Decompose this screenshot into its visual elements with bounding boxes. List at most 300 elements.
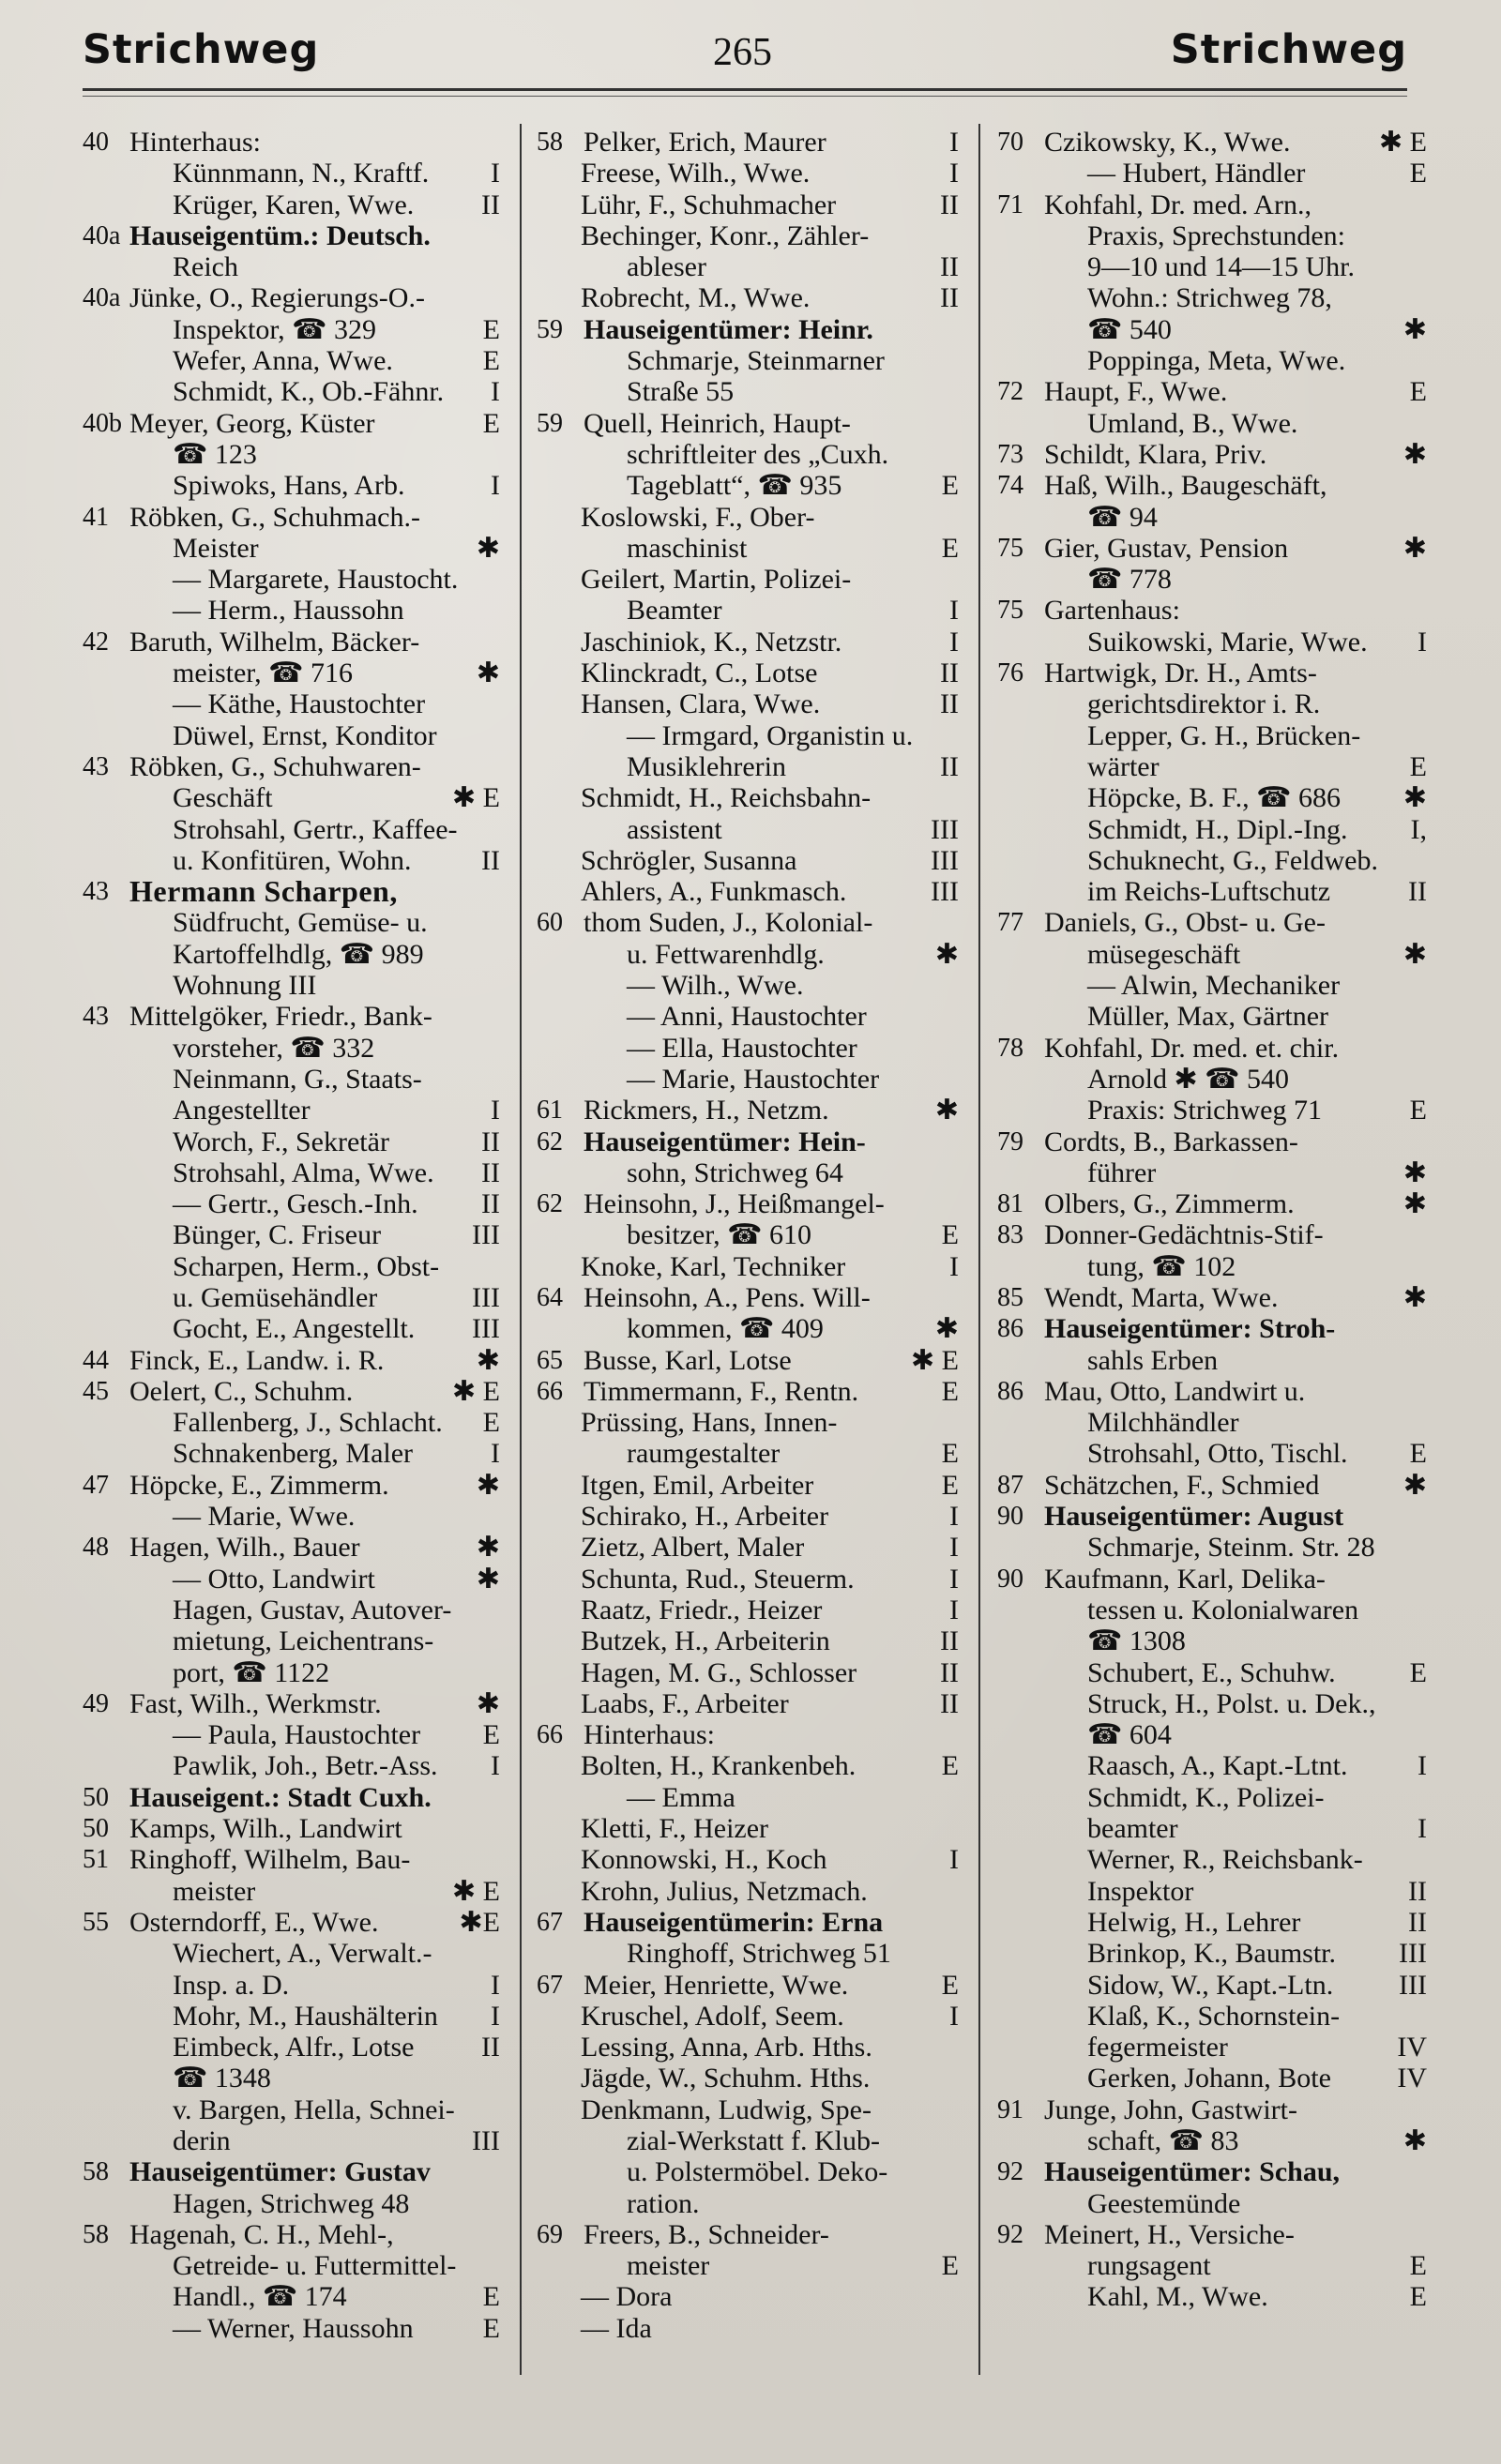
column-divider-1 — [520, 124, 522, 2375]
entry-text: Hauseigentümer: Heinr. — [584, 313, 873, 345]
house-number: 67 — [537, 1907, 563, 1937]
directory-entry-line — [997, 251, 1427, 282]
directory-entry-line — [537, 564, 959, 595]
floor-marker: ✱ — [1402, 1188, 1427, 1220]
house-number: 92 — [997, 2219, 1023, 2249]
directory-entry-line — [537, 1907, 959, 1938]
floor-marker: ✱ — [476, 658, 500, 689]
house-number: 58 — [83, 2219, 109, 2249]
directory-entry-line — [997, 282, 1427, 313]
directory-entry-line — [997, 220, 1427, 251]
directory-entry-line — [997, 1064, 1427, 1095]
house-number: 43 — [83, 877, 109, 907]
directory-entry-line — [537, 782, 959, 813]
directory-entry-line — [997, 2063, 1427, 2094]
entry-text: Praxis, Sprechstunden: — [1087, 219, 1345, 251]
directory-entry-line — [537, 345, 959, 376]
directory-entry-line — [83, 2281, 500, 2312]
floor-marker: E — [1409, 2281, 1427, 2313]
floor-marker: E — [941, 532, 959, 564]
entry-text: — Ida — [581, 2312, 652, 2344]
entry-text: Hinterhaus: — [584, 1719, 715, 1751]
directory-entry-line — [83, 876, 500, 907]
entry-text: Schnakenberg, Maler — [173, 1438, 414, 1470]
directory-entry-line — [537, 939, 959, 970]
page-header — [0, 26, 1501, 83]
entry-text: Schmidt, K., Ob.-Fähnr. — [173, 376, 445, 408]
directory-entry-line — [537, 1188, 959, 1219]
entry-text: derin — [173, 2125, 231, 2156]
entry-text: Umland, B., Wwe. — [1087, 407, 1298, 439]
floor-marker: I — [949, 595, 959, 627]
entry-text: tung, ☎ 102 — [1087, 1250, 1236, 1282]
entry-text: Straße 55 — [627, 376, 735, 408]
directory-entry-line — [537, 1251, 959, 1282]
floor-marker: ✱ — [1402, 532, 1427, 564]
directory-entry-line — [537, 1282, 959, 1313]
house-number: 42 — [83, 627, 109, 657]
directory-entry-line — [537, 627, 959, 658]
floor-marker: E — [941, 1969, 959, 2001]
entry-text: ☎ 1348 — [173, 2063, 271, 2094]
floor-marker: ✱ — [476, 1563, 500, 1595]
directory-entry-line — [997, 1532, 1427, 1563]
directory-entry-line — [997, 814, 1427, 845]
directory-entry-line — [997, 2156, 1427, 2187]
floor-marker: II — [940, 251, 959, 283]
entry-text: Hinterhaus: — [129, 127, 261, 158]
directory-entry-line — [997, 939, 1427, 970]
floor-marker: I — [949, 1594, 959, 1625]
directory-entry-line — [537, 1407, 959, 1438]
entry-text: Jünke, O., Regierungs-O.- — [129, 282, 425, 314]
floor-marker: ✱ — [1402, 1156, 1427, 1188]
floor-marker: E — [1409, 1095, 1427, 1126]
entry-text: Ahlers, A., Funkmasch. — [581, 876, 847, 908]
directory-entry-line — [997, 2219, 1427, 2250]
entry-text: Donner-Gedächtnis-Stif- — [1044, 1219, 1324, 1251]
floor-marker: E — [1409, 1438, 1427, 1470]
entry-text: Klaß, K., Schornstein- — [1087, 2000, 1341, 2032]
directory-entry-line — [537, 158, 959, 189]
floor-marker: I — [949, 1844, 959, 1876]
entry-text: Prüssing, Hans, Innen- — [581, 1407, 838, 1439]
entry-text: Hauseigentümer: Hein- — [584, 1126, 866, 1157]
entry-text: assistent — [627, 813, 722, 845]
directory-entry-line — [83, 845, 500, 876]
floor-marker: ✱ — [476, 1687, 500, 1719]
entry-text: Rickmers, H., Netzm. — [584, 1095, 829, 1126]
entry-text: Osterndorff, E., Wwe. — [129, 1906, 379, 1938]
entry-text: Schmarje, Steinm. Str. 28 — [1087, 1532, 1375, 1564]
floor-marker: E — [482, 2281, 500, 2313]
entry-text: Bolten, H., Krankenbeh. — [581, 1750, 857, 1782]
floor-marker: III — [472, 1219, 500, 1251]
entry-text: — Marie, Haustochter — [627, 1063, 880, 1095]
entry-text: rungsagent — [1087, 2250, 1211, 2282]
entry-text: Jaschiniok, K., Netzstr. — [581, 626, 842, 658]
house-number: 87 — [997, 1470, 1023, 1500]
entry-text: Raasch, A., Kapt.-Ltnt. — [1087, 1750, 1348, 1782]
directory-entry-line — [997, 1876, 1427, 1907]
directory-entry-line — [997, 1719, 1427, 1750]
directory-entry-line — [83, 1219, 500, 1250]
entry-text: meister — [173, 1875, 256, 1907]
floor-marker: II — [481, 2032, 500, 2063]
directory-entry-line — [537, 2094, 959, 2125]
floor-marker: II — [1408, 1875, 1427, 1907]
directory-entry-line — [83, 1876, 500, 1907]
directory-entry-line — [83, 720, 500, 751]
directory-entry-line — [537, 1719, 959, 1750]
entry-text: Bünger, C. Friseur — [173, 1219, 382, 1251]
directory-entry-line — [537, 1313, 959, 1344]
running-head-right: Strichweg — [1170, 26, 1407, 73]
floor-marker: E — [1409, 750, 1427, 782]
house-number: 61 — [537, 1096, 563, 1126]
directory-entry-line — [537, 2156, 959, 2187]
entry-text: Klinckradt, C., Lotse — [581, 658, 818, 689]
entry-text: Schuknecht, G., Feldweb. — [1087, 844, 1378, 876]
directory-entry-line — [537, 1625, 959, 1656]
directory-entry-line — [537, 1001, 959, 1032]
entry-text: Wohn.: Strichweg 78, — [1087, 282, 1332, 314]
house-number: 40 — [83, 128, 109, 157]
floor-marker: ✱ — [934, 1313, 959, 1345]
entry-text: Laabs, F., Arbeiter — [581, 1687, 789, 1719]
floor-marker: ✱ — [934, 938, 959, 970]
entry-text: — Dora — [581, 2281, 673, 2313]
directory-entry-line — [83, 1719, 500, 1750]
column-1 — [83, 127, 500, 2406]
house-number: 40a — [83, 220, 121, 250]
house-number: 64 — [537, 1282, 563, 1312]
directory-entry-line — [83, 1251, 500, 1282]
house-number: 55 — [83, 1907, 109, 1937]
entry-text: raumgestalter — [627, 1438, 781, 1470]
floor-marker: ✱ — [1402, 938, 1427, 970]
directory-entry-line — [997, 1595, 1427, 1625]
floor-marker: ✱ — [1402, 313, 1427, 345]
directory-entry-line — [537, 1438, 959, 1469]
entry-text: Haupt, F., Wwe. — [1044, 376, 1228, 408]
floor-marker: ✱ E — [452, 782, 500, 814]
directory-entry-line — [83, 564, 500, 595]
floor-marker: ✱ — [1402, 438, 1427, 470]
directory-entry-line — [83, 376, 500, 407]
directory-entry-line — [997, 1001, 1427, 1032]
floor-marker: I — [949, 1532, 959, 1564]
header-rule-thin — [83, 96, 1407, 97]
house-number: 79 — [997, 1126, 1023, 1156]
house-number: 58 — [83, 2157, 109, 2187]
house-number: 77 — [997, 908, 1023, 938]
entry-text: Hagen, Strichweg 48 — [173, 2187, 410, 2219]
entry-text: Hermann Scharpen, — [129, 874, 398, 909]
entry-text: Timmermann, F., Rentn. — [584, 1375, 859, 1407]
directory-entry-line — [997, 1750, 1427, 1781]
entry-text: Hagen, M. G., Schlosser — [581, 1656, 857, 1688]
directory-entry-line — [537, 1126, 959, 1157]
house-number: 90 — [997, 1564, 1023, 1594]
entry-text: Schmidt, K., Polizei- — [1087, 1781, 1325, 1813]
directory-entry-line — [537, 282, 959, 313]
entry-text: Schmarje, Steinmarner — [627, 345, 885, 377]
directory-entry-line — [83, 2250, 500, 2281]
floor-marker: ✱ E — [452, 1875, 500, 1907]
house-number: 62 — [537, 1126, 563, 1156]
directory-entry-line — [997, 1188, 1427, 1219]
directory-entry-line — [83, 1438, 500, 1469]
entry-text: Koslowski, F., Ober- — [581, 501, 815, 533]
house-number: 69 — [537, 2219, 563, 2249]
entry-text: Finck, E., Landw. i. R. — [129, 1344, 385, 1376]
floor-marker: II — [481, 1126, 500, 1157]
entry-text: Helwig, H., Lehrer — [1087, 1906, 1301, 1938]
entry-text: Ringhoff, Wilhelm, Bau- — [129, 1844, 411, 1876]
directory-entry-line — [537, 1813, 959, 1844]
directory-entry-line — [537, 127, 959, 158]
entry-text: gerichtsdirektor i. R. — [1087, 688, 1321, 720]
directory-entry-line — [83, 251, 500, 282]
floor-marker: E — [1409, 1656, 1427, 1688]
floor-marker: II — [481, 1156, 500, 1188]
directory-entry-line — [537, 876, 959, 907]
floor-marker: I — [491, 470, 500, 502]
entry-text: Künnmann, N., Kraftf. — [173, 158, 430, 189]
directory-entry-line — [83, 907, 500, 938]
entry-text: Jägde, W., Schuhm. Hths. — [581, 2063, 871, 2094]
floor-marker: IV — [1397, 2063, 1427, 2094]
entry-text: Pelker, Erich, Maurer — [584, 127, 826, 158]
entry-text: Junge, John, Gastwirt- — [1044, 2094, 1297, 2125]
entry-text: — Käthe, Haustochter — [173, 688, 426, 720]
entry-text: Zietz, Albert, Maler — [581, 1532, 805, 1564]
entry-text: ☎ 540 — [1087, 313, 1172, 345]
directory-entry-line — [997, 2001, 1427, 2032]
house-number: 86 — [997, 1314, 1023, 1344]
directory-entry-line — [83, 658, 500, 688]
directory-entry-line — [997, 907, 1427, 938]
entry-text: Konnowski, H., Koch — [581, 1844, 827, 1876]
directory-entry-line — [537, 502, 959, 533]
house-number: 50 — [83, 1814, 109, 1844]
floor-marker: II — [481, 1188, 500, 1220]
floor-marker: ✱ E — [911, 1344, 959, 1376]
house-number: 40a — [83, 283, 121, 313]
floor-marker: I — [491, 1438, 500, 1470]
floor-marker: II — [1408, 1906, 1427, 1938]
directory-entry-line — [997, 595, 1427, 626]
directory-entry-line — [537, 2219, 959, 2250]
directory-entry-line — [997, 502, 1427, 533]
directory-entry-line — [537, 2032, 959, 2063]
directory-entry-line — [83, 1407, 500, 1438]
floor-marker: E — [941, 1750, 959, 1782]
entry-text: Schirako, H., Arbeiter — [581, 1501, 829, 1533]
floor-marker: II — [940, 1687, 959, 1719]
entry-text: sohn, Strichweg 64 — [627, 1156, 843, 1188]
floor-marker: II — [481, 189, 500, 220]
directory-entry-line — [537, 1532, 959, 1563]
directory-entry-line — [537, 470, 959, 501]
entry-text: Reich — [173, 251, 238, 283]
entry-text: sahls Erben — [1087, 1344, 1219, 1376]
directory-entry-line — [997, 1938, 1427, 1969]
directory-entry-line — [537, 2313, 959, 2344]
directory-entry-line — [83, 2094, 500, 2125]
house-number: 45 — [83, 1376, 109, 1406]
entry-text: Gerken, Johann, Bote — [1087, 2063, 1331, 2094]
directory-entry-line — [83, 282, 500, 313]
header-rule — [83, 88, 1407, 91]
directory-entry-line — [997, 2094, 1427, 2125]
floor-marker: III — [1399, 1969, 1427, 2001]
entry-text: Mau, Otto, Landwirt u. — [1044, 1375, 1306, 1407]
directory-entry-line — [83, 1595, 500, 1625]
entry-text: Schmidt, H., Reichsbahn- — [581, 782, 872, 814]
floor-marker: ✱ E — [1379, 127, 1427, 158]
entry-text: Hauseigentümerin: Erna — [584, 1906, 884, 1938]
directory-entry-line — [83, 782, 500, 813]
entry-text: Kartoffelhdlg, ☎ 989 — [173, 938, 424, 970]
entry-text: Hauseigentümer: Stroh- — [1044, 1313, 1336, 1345]
house-number: 81 — [997, 1189, 1023, 1219]
entry-text: u. Gemüsehändler — [173, 1281, 378, 1313]
floor-marker: ✱ — [934, 1095, 959, 1126]
directory-entry-line — [83, 1376, 500, 1407]
floor-marker: II — [1408, 876, 1427, 908]
directory-entry-line — [997, 2250, 1427, 2281]
entry-text: Pawlik, Joh., Betr.-Ass. — [173, 1750, 438, 1782]
directory-entry-line — [83, 1157, 500, 1188]
directory-entry-line — [997, 970, 1427, 1001]
directory-entry-line — [537, 2188, 959, 2219]
entry-text: — Hubert, Händler — [1087, 158, 1306, 189]
directory-entry-line — [83, 1001, 500, 1032]
directory-entry-line — [997, 1219, 1427, 1250]
floor-marker: E — [482, 2312, 500, 2344]
directory-entry-line — [83, 1907, 500, 1938]
entry-text: führer — [1087, 1156, 1157, 1188]
floor-marker: II — [940, 1656, 959, 1688]
directory-entry-line — [83, 502, 500, 533]
directory-entry-line — [83, 408, 500, 439]
directory-entry-line — [83, 1844, 500, 1875]
directory-entry-line — [997, 376, 1427, 407]
column-2 — [537, 127, 959, 2406]
floor-marker: I — [949, 1501, 959, 1533]
entry-text: Beamter — [627, 595, 722, 627]
directory-entry-line — [537, 220, 959, 251]
directory-entry-line — [83, 1095, 500, 1126]
directory-entry-line — [83, 158, 500, 189]
house-number: 60 — [537, 908, 563, 938]
column-3 — [997, 127, 1427, 2406]
directory-entry-line — [997, 1501, 1427, 1532]
directory-entry-line — [83, 1688, 500, 1719]
directory-entry-line — [83, 189, 500, 220]
house-number: 71 — [997, 189, 1023, 219]
column-divider-2 — [978, 124, 980, 2375]
directory-entry-line — [83, 1938, 500, 1969]
floor-marker: I — [491, 1750, 500, 1782]
house-number: 44 — [83, 1345, 109, 1375]
floor-marker: I — [491, 376, 500, 408]
entry-text: Milchhändler — [1087, 1407, 1239, 1439]
directory-entry-line — [997, 1970, 1427, 2001]
directory-entry-line — [537, 1095, 959, 1126]
entry-text: Butzek, H., Arbeiterin — [581, 1625, 830, 1657]
directory-entry-line — [997, 1282, 1427, 1313]
floor-marker: E — [1409, 2250, 1427, 2282]
directory-entry-line — [537, 1470, 959, 1501]
entry-text: Geestemünde — [1087, 2187, 1241, 2219]
entry-text: u. Fettwarenhdlg. — [627, 938, 825, 970]
directory-entry-line — [997, 1407, 1427, 1438]
house-number: 66 — [537, 1376, 563, 1406]
directory-entry-line — [83, 533, 500, 564]
directory-entry-line — [537, 2001, 959, 2032]
directory-entry-line — [83, 2032, 500, 2063]
house-number: 40b — [83, 408, 122, 438]
directory-entry-line — [997, 408, 1427, 439]
entry-text: Scharpen, Herm., Obst- — [173, 1250, 440, 1282]
house-number: 86 — [997, 1376, 1023, 1406]
entry-text: Strohsahl, Alma, Wwe. — [173, 1156, 434, 1188]
entry-text: Fast, Wilh., Werkmstr. — [129, 1687, 382, 1719]
entry-text: ☎ 94 — [1087, 501, 1158, 533]
directory-entry-line — [83, 595, 500, 626]
floor-marker: E — [1409, 376, 1427, 408]
floor-marker: ✱ — [1402, 2125, 1427, 2156]
entry-text: Heinsohn, J., Heißmangel- — [584, 1188, 885, 1220]
entry-text: Inspektor, ☎ 329 — [173, 313, 376, 345]
floor-marker: I — [1418, 1750, 1427, 1782]
directory-entry-line — [537, 1595, 959, 1625]
entry-text: Geschäft — [173, 782, 273, 814]
floor-marker: E — [482, 1407, 500, 1439]
floor-marker: II — [940, 189, 959, 220]
entry-text: Röbken, G., Schuhwaren- — [129, 750, 421, 782]
house-number: 72 — [997, 377, 1023, 407]
directory-entry-line — [83, 751, 500, 782]
directory-entry-line — [537, 595, 959, 626]
entry-text: — Werner, Haussohn — [173, 2312, 414, 2344]
floor-marker: I — [949, 1563, 959, 1595]
floor-marker: I — [491, 2000, 500, 2032]
entry-text: Baruth, Wilhelm, Bäcker- — [129, 626, 420, 658]
house-number: 92 — [997, 2157, 1023, 2187]
directory-entry-line — [997, 1251, 1427, 1282]
directory-entry-line — [537, 2281, 959, 2312]
entry-text: Tageblatt“, ☎ 935 — [627, 470, 842, 502]
directory-entry-line — [83, 2313, 500, 2344]
entry-text: Brinkop, K., Baumstr. — [1087, 1938, 1337, 1970]
entry-text: Röbken, G., Schuhmach.- — [129, 501, 420, 533]
entry-text: Lessing, Anna, Arb. Hths. — [581, 2032, 872, 2063]
floor-marker: II — [940, 1625, 959, 1657]
entry-text: Hagen, Gustav, Autover- — [173, 1594, 452, 1625]
directory-entry-line — [537, 314, 959, 345]
entry-text: Wendt, Marta, Wwe. — [1044, 1281, 1279, 1313]
directory-entry-line — [537, 658, 959, 688]
directory-entry-line — [997, 2188, 1427, 2219]
entry-text: meister, ☎ 716 — [173, 658, 353, 689]
directory-entry-line — [997, 189, 1427, 220]
entry-text: Quell, Heinrich, Haupt- — [584, 407, 851, 439]
directory-entry-line — [83, 2188, 500, 2219]
